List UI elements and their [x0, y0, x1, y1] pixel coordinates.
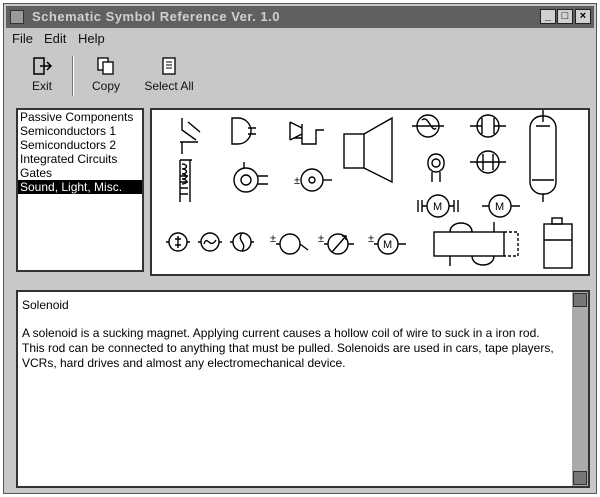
- solenoid-symbol[interactable]: [434, 222, 518, 266]
- relay-symbol[interactable]: [180, 118, 200, 202]
- vertical-scrollbar[interactable]: [572, 292, 588, 486]
- category-item[interactable]: Semiconductors 2: [20, 138, 117, 152]
- category-list[interactable]: [16, 108, 144, 272]
- scroll-up-arrow[interactable]: [573, 293, 587, 307]
- headphone-symbol[interactable]: [234, 162, 268, 192]
- motor-label: M: [383, 239, 393, 251]
- scroll-down-arrow[interactable]: [573, 471, 587, 485]
- piezo-symbol[interactable]: [290, 122, 324, 144]
- exit-label: Exit: [31, 79, 52, 93]
- close-button[interactable]: ×: [575, 9, 591, 24]
- menu-edit[interactable]: Edit: [44, 31, 67, 46]
- category-item-selected[interactable]: Sound, Light, Misc.: [18, 180, 142, 194]
- crystal-symbol[interactable]: [470, 151, 506, 173]
- copy-icon: [95, 56, 117, 76]
- menu-help[interactable]: Help: [78, 31, 105, 46]
- app-window: [3, 3, 597, 494]
- speaker-symbol[interactable]: [344, 118, 392, 182]
- exit-button[interactable]: [12, 54, 72, 98]
- symbol-description: A solenoid is a sucking magnet. Applying current causes a hollow coil of wire to suck in a iron rod. This rod can be connected to anything that must be pulled. Solenoids are used in cars, tape players, VCRs, hard drives and almost any electromechanical device.: [22, 326, 554, 370]
- category-item[interactable]: Integrated Circuits: [20, 152, 118, 166]
- microphone-symbol[interactable]: [301, 169, 332, 191]
- menu-bar: [6, 30, 594, 48]
- symbol-name: Solenoid: [22, 298, 69, 312]
- category-item[interactable]: Passive Components: [20, 110, 134, 124]
- description-panel[interactable]: [16, 290, 590, 488]
- motor-label: M: [433, 201, 443, 213]
- window-title: Schematic Symbol Reference Ver. 1.0: [32, 9, 281, 24]
- app-icon[interactable]: [10, 10, 24, 24]
- symbols-panel: [150, 108, 590, 276]
- neon-lamp-symbol[interactable]: [470, 115, 506, 137]
- menu-file[interactable]: File: [12, 31, 33, 46]
- category-item[interactable]: Semiconductors 1: [20, 124, 117, 138]
- minimize-button[interactable]: _: [540, 9, 556, 24]
- photocell-symbol[interactable]: [428, 154, 444, 182]
- category-item[interactable]: Gates: [20, 166, 53, 180]
- copy-button[interactable]: [76, 54, 136, 98]
- galvanometer-symbol[interactable]: [230, 233, 254, 251]
- toolbar-separator: [72, 56, 74, 96]
- maximize-button[interactable]: □: [557, 9, 573, 24]
- buzzer-symbol[interactable]: [232, 118, 256, 144]
- meter-symbol[interactable]: [324, 234, 354, 254]
- voltmeter-symbol[interactable]: [276, 234, 308, 254]
- select-all-label: Select All: [144, 79, 194, 93]
- vacuum-tube-symbol[interactable]: [530, 110, 556, 202]
- ac-source-symbol[interactable]: [198, 233, 222, 251]
- battery-symbol[interactable]: [544, 218, 572, 268]
- plus-sign: ±: [318, 233, 325, 245]
- ammeter-symbol[interactable]: [166, 233, 190, 251]
- plus-sign: ±: [270, 233, 277, 245]
- lamp-symbol[interactable]: [412, 115, 444, 137]
- motor-label: M: [495, 201, 505, 213]
- select-all-button[interactable]: [134, 54, 204, 98]
- copy-label: Copy: [91, 79, 120, 93]
- plus-sign: ±: [368, 233, 375, 245]
- plus-sign: ±: [294, 175, 301, 187]
- toolbar: [6, 50, 594, 102]
- exit-icon: [31, 56, 53, 76]
- title-bar[interactable]: [6, 6, 594, 28]
- select-all-icon: [158, 56, 180, 76]
